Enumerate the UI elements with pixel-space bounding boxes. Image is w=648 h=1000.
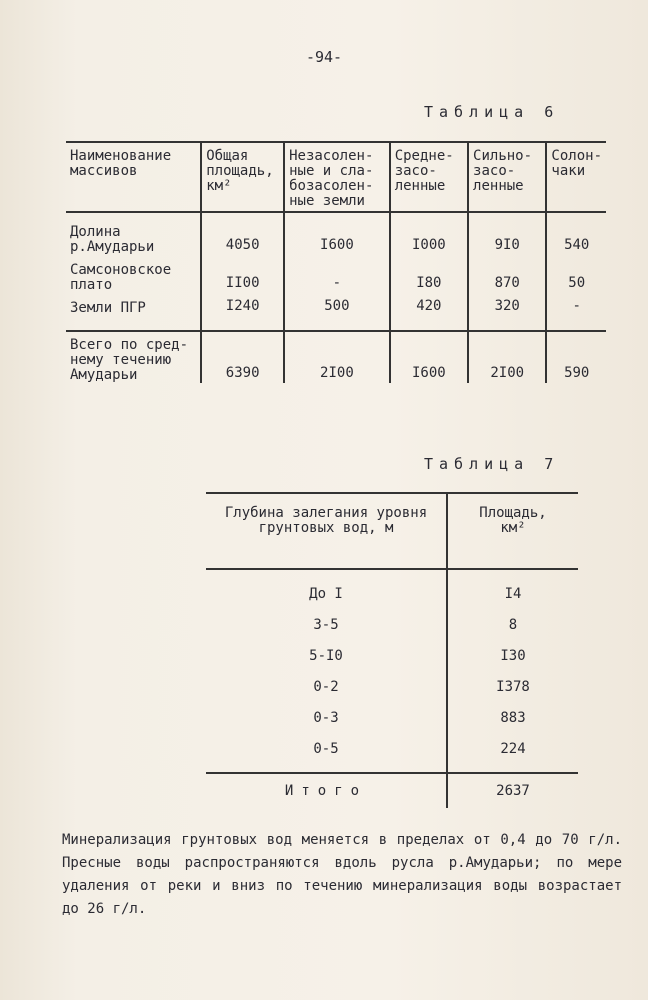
cell: 2I00 (468, 331, 546, 383)
table6-header-medium: Средне- засо- ленные (390, 142, 468, 212)
cell: 6390 (201, 331, 284, 383)
table6-header-name: Наименование массивов (66, 142, 201, 212)
table-row (66, 293, 606, 331)
table6-header-solonchak: Солон- чаки (546, 142, 606, 212)
depth-cell: 0-5 (313, 740, 339, 757)
cell: - (284, 255, 390, 293)
table7-header-row (206, 493, 578, 569)
total-label: Итого (206, 773, 447, 808)
table-row (66, 212, 606, 255)
cell: I240 (201, 293, 284, 331)
depth-cell: 3-5 (313, 616, 339, 633)
cell: 9I0 (468, 212, 546, 255)
total-value: 2637 (447, 773, 578, 808)
table6-header-area: Общая площадь, км² (201, 142, 284, 212)
table7-total-row (206, 773, 578, 808)
area-cell: 8 (447, 609, 578, 640)
cell: 50 (546, 255, 606, 293)
cell: I000 (390, 212, 468, 255)
depth-cell: До I (309, 585, 343, 602)
table-row (206, 733, 578, 773)
table-row (206, 569, 578, 609)
table-row (206, 609, 578, 640)
area-cell: I30 (447, 640, 578, 671)
cell: I600 (284, 212, 390, 255)
cell: 540 (546, 212, 606, 255)
row-name: Земли ПГР (70, 300, 146, 316)
area-cell: I378 (447, 671, 578, 702)
table7-caption: Таблица 7 (424, 455, 560, 473)
table7-header-depth: Глубина залегания уровня грунтовых вод, м (206, 493, 447, 569)
cell: 500 (284, 293, 390, 331)
cell: II00 (201, 255, 284, 293)
body-paragraph: Минерализация грунтовых вод меняется в пределах от 0,4 до 70 г/л. Пресные воды распространяются вдоль русла р.Амударьи; по мере удаления от реки и вниз по течению минерализация воды возрастает до 26 г/л. (62, 832, 622, 917)
table-row (206, 640, 578, 671)
cell: I600 (390, 331, 468, 383)
row-name: Самсоновское плато (70, 262, 172, 293)
table6-total-row (66, 331, 606, 383)
cell: 4050 (201, 212, 284, 255)
table7-header-area: Площадь, км² (447, 493, 578, 569)
cell: - (546, 293, 606, 331)
depth-cell: 0-3 (313, 709, 339, 726)
cell: 590 (546, 331, 606, 383)
depth-cell: 5-I0 (309, 647, 343, 664)
table-row (206, 702, 578, 733)
table6-header-nonsaline: Незасолен- ные и сла- бозасолен- ные земли (284, 142, 390, 212)
table6-header-strong: Сильно- засо- ленные (468, 142, 546, 212)
area-cell: I4 (447, 569, 578, 609)
cell: I80 (390, 255, 468, 293)
table6 (66, 141, 606, 383)
table6-caption: Таблица 6 (424, 103, 560, 121)
table7 (206, 492, 578, 808)
page-number: -94- (305, 48, 343, 66)
row-name: Всего по сред- нему течению Амударьи (66, 331, 201, 383)
cell: 320 (468, 293, 546, 331)
area-cell: 883 (447, 702, 578, 733)
area-cell: 224 (447, 733, 578, 773)
row-name: Долина р.Амударьи (70, 224, 155, 255)
cell: 870 (468, 255, 546, 293)
table-row (66, 255, 606, 293)
cell: 2I00 (284, 331, 390, 383)
depth-cell: 0-2 (313, 678, 339, 695)
table6-header-row (66, 142, 606, 212)
table-row (206, 671, 578, 702)
cell: 420 (390, 293, 468, 331)
